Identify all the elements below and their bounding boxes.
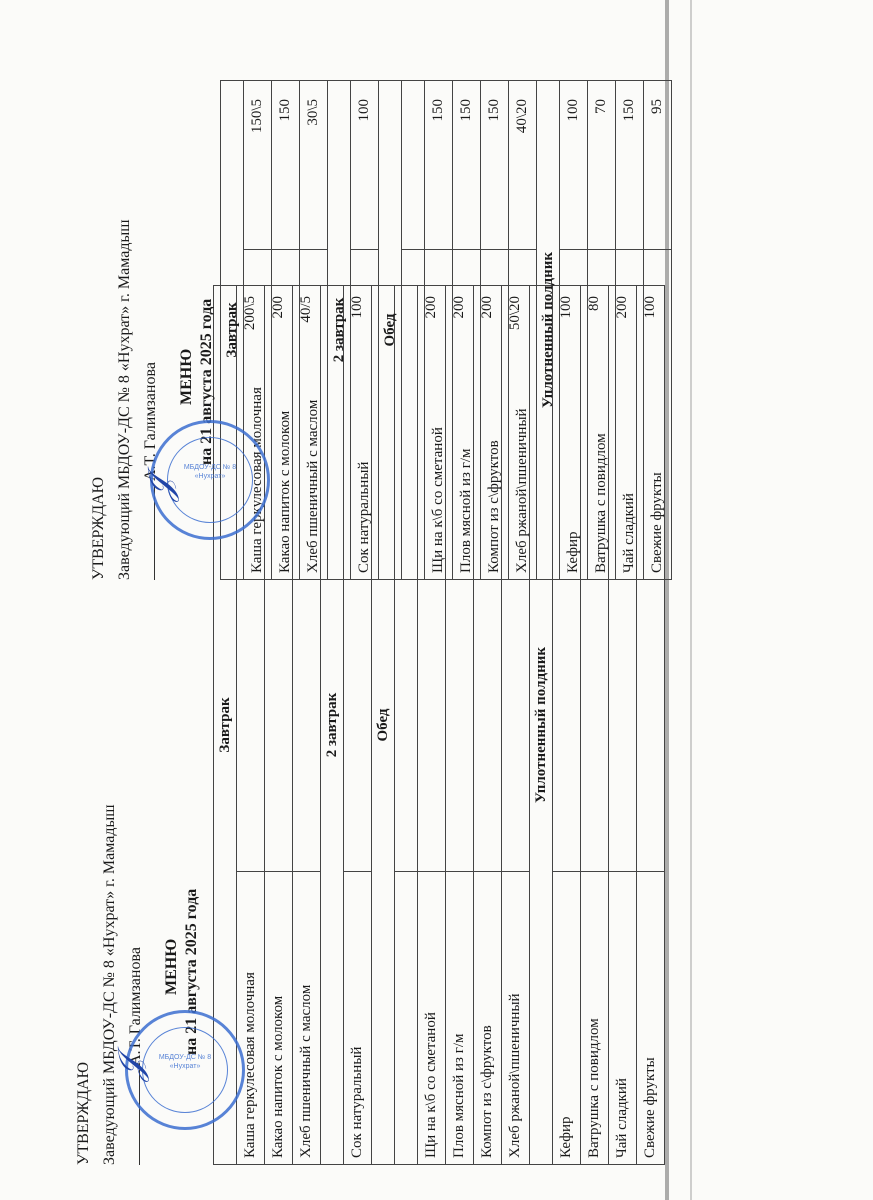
section-row xyxy=(328,81,351,580)
dish-name: Плов мясной из г/м xyxy=(453,249,481,579)
dish-qty: 70 xyxy=(588,81,616,250)
dish-name: Каша геркулесовая молочная xyxy=(237,872,265,1165)
empty-row xyxy=(402,81,425,580)
dish-qty: 50\20 xyxy=(502,286,530,872)
dish-name: Компот из с\фруктов xyxy=(481,249,509,579)
dish-name: Чай сладкий xyxy=(609,872,637,1165)
table-row xyxy=(351,81,379,580)
approval-label: УТВЕРЖДАЮ xyxy=(75,1061,92,1165)
menu-title: МЕНЮ xyxy=(178,348,195,405)
dish-name: Хлеб ржаной\пшеничный xyxy=(509,249,537,579)
table-row xyxy=(300,81,328,580)
table-row xyxy=(481,81,509,580)
section-title: Завтрак xyxy=(221,81,244,580)
dish-name: Ватрушка с повидлом xyxy=(588,249,616,579)
stamp-text: МБДОУ-ДС № 8 «Нухрат» xyxy=(183,464,237,480)
section-title: Обед xyxy=(379,81,402,580)
dish-qty: 200 xyxy=(609,286,637,872)
table-row xyxy=(453,81,481,580)
dish-qty: 150 xyxy=(616,81,644,250)
section-title: Уплотненный полдник xyxy=(537,81,560,580)
scan-artifact-line xyxy=(690,0,692,1200)
dish-name: Хлеб пшеничный с маслом xyxy=(293,872,321,1165)
dish-name: Плов мясной из г/м xyxy=(446,872,474,1165)
handwritten-signature: 𝒥 xyxy=(142,477,180,501)
menu-table xyxy=(220,80,672,580)
table-row xyxy=(588,81,616,580)
table-row xyxy=(560,81,588,580)
dish-name: Свежие фрукты xyxy=(637,872,665,1165)
dish-qty: 150\5 xyxy=(244,81,272,250)
dish-qty: 150 xyxy=(425,81,453,250)
section-row xyxy=(537,81,560,580)
dish-name: Кефир xyxy=(553,872,581,1165)
dish-name: Сок натуральный xyxy=(344,872,372,1165)
signer-name: А.Т. Галимзанова xyxy=(142,362,159,481)
dish-name: Ватрушка с повидлом xyxy=(581,872,609,1165)
dish-qty: 30\5 xyxy=(300,81,328,250)
dish-name: Щи на к\б со сметаной xyxy=(418,872,446,1165)
table-row xyxy=(509,81,537,580)
dish-name: Щи на к\б со сметаной xyxy=(425,249,453,579)
dish-qty: 95 xyxy=(644,81,672,250)
section-row xyxy=(379,81,402,580)
dish-name: Свежие фрукты xyxy=(644,249,672,579)
dish-qty: 80 xyxy=(581,286,609,872)
stamp-text: МБДОУ-ДС № 8 «Нухрат» xyxy=(158,1054,212,1070)
dish-qty: 100 xyxy=(351,81,379,250)
table-row xyxy=(425,81,453,580)
dish-qty: 40/5 xyxy=(293,286,321,872)
handwritten-signature: 𝒥 xyxy=(112,1057,150,1081)
section-title: 2 завтрак xyxy=(321,286,344,1165)
dish-name: Хлеб ржаной\пшеничный xyxy=(502,872,530,1165)
table-row xyxy=(272,81,300,580)
dish-name: Каша геркулесовая молочная xyxy=(244,249,272,579)
section-title: Обед xyxy=(372,286,395,1165)
dish-qty: 200 xyxy=(474,286,502,872)
section-title: Уплотненный полдник xyxy=(530,286,553,1165)
dish-qty: 200 xyxy=(418,286,446,872)
dish-qty: 100 xyxy=(637,286,665,872)
dish-name: Чай сладкий xyxy=(616,249,644,579)
dish-name: Хлеб пшеничный с маслом xyxy=(300,249,328,579)
dish-name: Компот из с\фруктов xyxy=(474,872,502,1165)
dish-name: Кефир xyxy=(560,249,588,579)
organization-line: Заведующий МБДОУ-ДС № 8 «Нухрат» г. Мамадыш xyxy=(101,804,118,1165)
dish-qty: 100 xyxy=(553,286,581,872)
section-title: 2 завтрак xyxy=(328,81,351,580)
dish-qty: 200 xyxy=(265,286,293,872)
table-row xyxy=(616,81,644,580)
menu-title: МЕНЮ xyxy=(163,938,180,995)
dish-qty: 150 xyxy=(272,81,300,250)
section-title: Завтрак xyxy=(214,286,237,1165)
dish-name: Сок натуральный xyxy=(351,249,379,579)
approval-label: УТВЕРЖДАЮ xyxy=(90,476,107,580)
dish-qty: 40\20 xyxy=(509,81,537,250)
menu-date: на 21 августа 2025 года xyxy=(198,298,215,465)
dish-qty: 100 xyxy=(560,81,588,250)
dish-qty: 150 xyxy=(453,81,481,250)
menu-date: на 21 августа 2025 года xyxy=(183,888,200,1055)
table-row xyxy=(644,81,672,580)
dish-qty: 100 xyxy=(344,286,372,872)
dish-qty: 150 xyxy=(481,81,509,250)
dish-name: Какао напиток с молоком xyxy=(265,872,293,1165)
dish-name: Какао напиток с молоком xyxy=(272,249,300,579)
organization-line: Заведующий МБДОУ-ДС № 8 «Нухрат» г. Мамадыш xyxy=(116,219,133,580)
dish-qty: 200 xyxy=(446,286,474,872)
dish-qty: 200\5 xyxy=(237,286,265,872)
signer-name: А.Т. Галимзанова xyxy=(127,947,144,1066)
